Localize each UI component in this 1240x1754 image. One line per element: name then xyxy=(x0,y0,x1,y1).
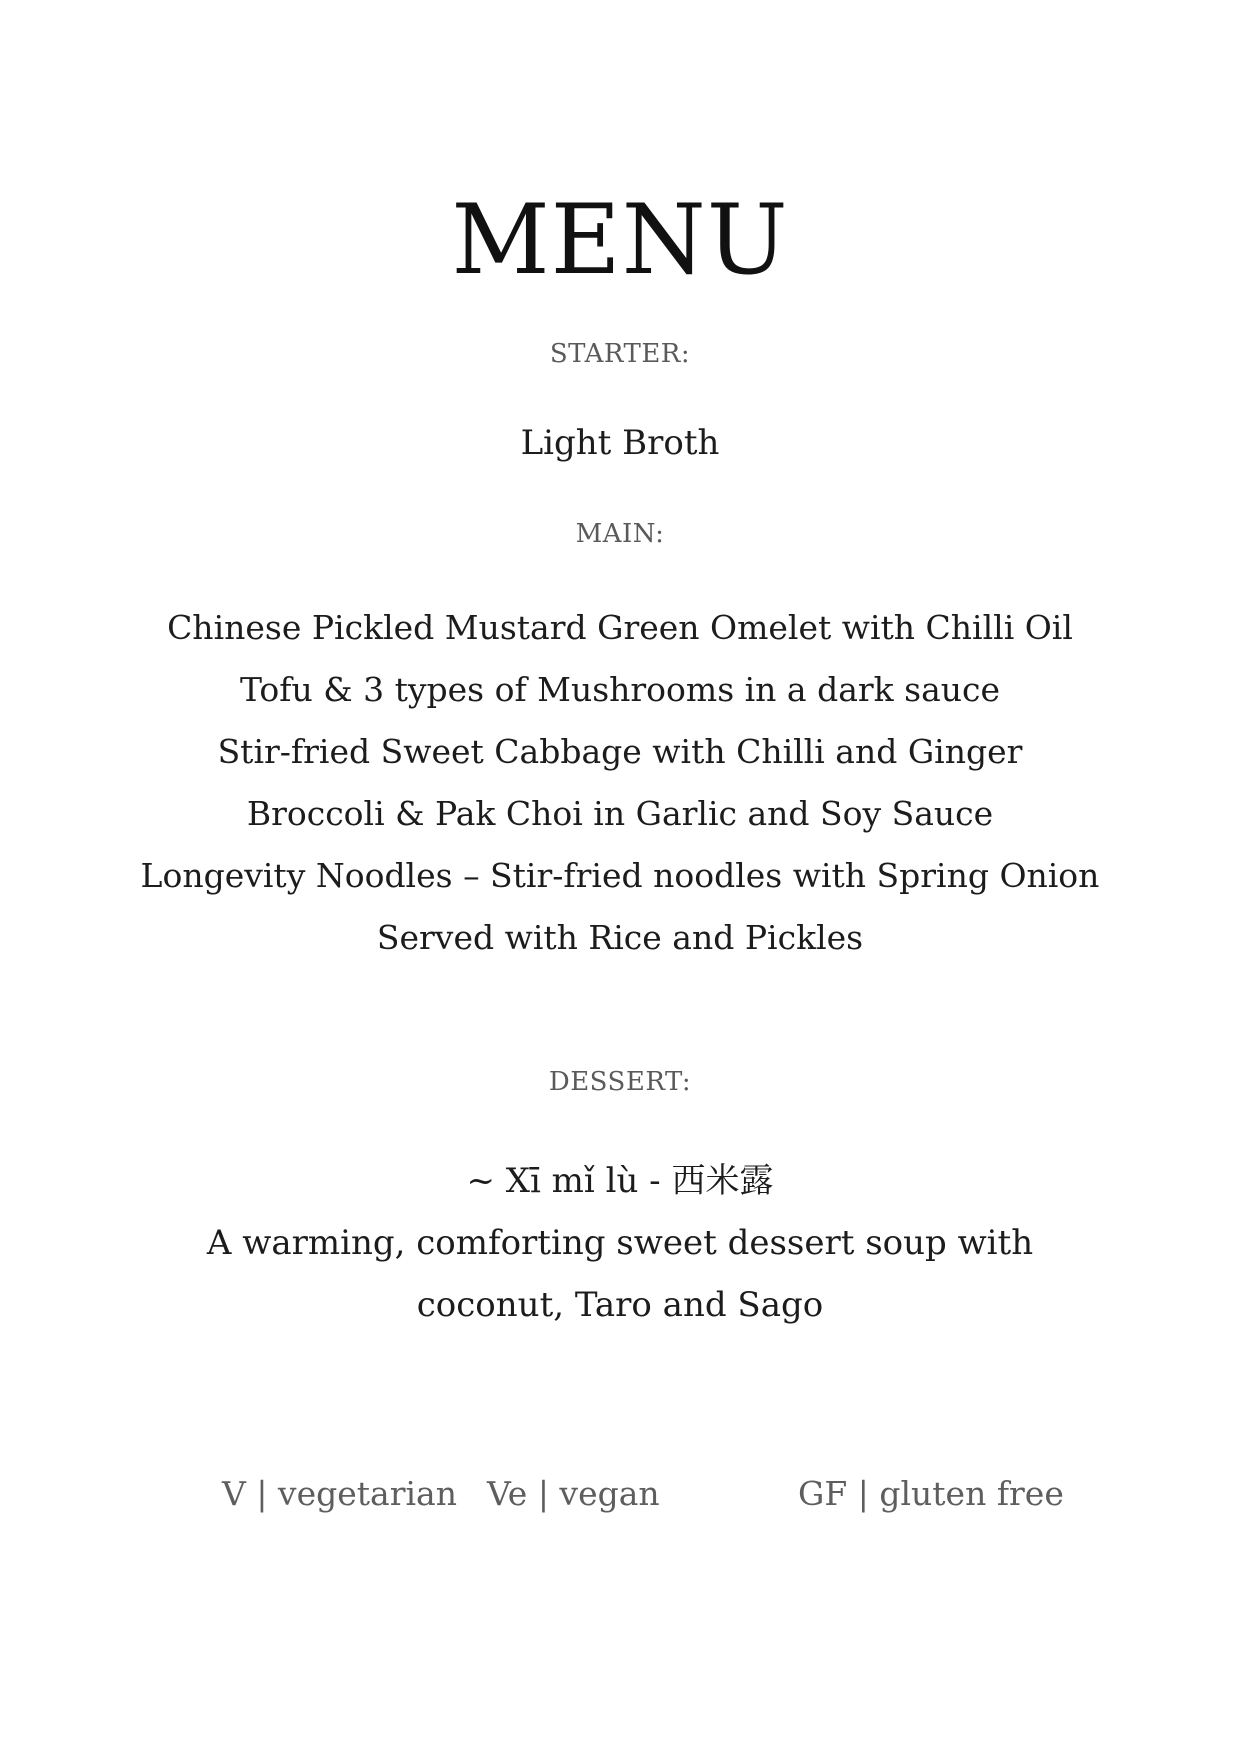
dessert-name: ~ Xī mǐ lù - 西米露 xyxy=(466,1161,774,1201)
main-dish-list xyxy=(0,597,1240,969)
starter-dish: Light Broth xyxy=(520,423,720,463)
main-dish-item: Served with Rice and Pickles xyxy=(376,918,864,957)
main-dish-item: Longevity Noodles – Stir-fried noodles with Spring Onion xyxy=(140,856,1100,895)
menu-title: MENU xyxy=(451,184,789,296)
main-dish-item: Tofu & 3 types of Mushrooms in a dark sauce xyxy=(239,670,1001,709)
starter-label: STARTER: xyxy=(549,339,691,369)
dessert-block xyxy=(0,1150,1240,1336)
main-label: MAIN: xyxy=(575,519,665,549)
legend-vegan: Ve | vegan xyxy=(487,1474,660,1513)
main-dish-item: Chinese Pickled Mustard Green Omelet with Chilli Oil xyxy=(167,608,1073,647)
legend-gluten-free: GF | gluten free xyxy=(798,1474,1064,1513)
main-dish-item: Broccoli & Pak Choi in Garlic and Soy Sauce xyxy=(246,794,994,833)
main-dish-item: Stir-fried Sweet Cabbage with Chilli and Ginger xyxy=(217,732,1023,771)
dessert-description-line: coconut, Taro and Sago xyxy=(416,1285,824,1325)
dessert-label: DESSERT: xyxy=(548,1067,692,1097)
legend-vegetarian: V | vegetarian xyxy=(222,1474,457,1513)
dessert-description-line: A warming, comforting sweet dessert soup with xyxy=(206,1223,1034,1263)
